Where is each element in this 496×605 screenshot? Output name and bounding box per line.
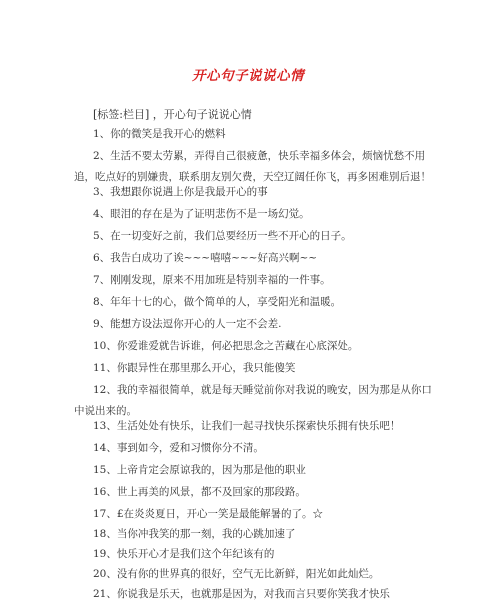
list-item: 19、快乐开心才是我们这个年纪该有的 — [93, 548, 275, 560]
list-item: 13、生活处处有快乐，让我们一起寻找快乐探索快乐拥有快乐吧！ — [93, 420, 401, 432]
list-item: 16、世上再美的风景，都不及回家的那段路。 — [93, 486, 306, 498]
list-item: 6、我告白成功了诶~~~嘻嘻~~~好高兴啊~~ — [93, 252, 318, 264]
list-item: 21、你说我是乐天，也就那是因为，对我而言只要你笑我才快乐 — [93, 588, 390, 600]
list-item: 7、刚刚发现，原来不用加班是特别幸福的一件事。 — [93, 274, 331, 286]
list-item: 20、没有你的世界真的很好，空气无比新鲜，阳光如此灿烂。 — [93, 568, 380, 580]
list-item: 4、眼泪的存在是为了证明悲伤不是一场幻觉。 — [93, 208, 310, 220]
list-item: 17、£在炎炎夏日，开心一笑是最能解暑的了。☆ — [93, 508, 324, 520]
list-item: 10、你爱谁爱就告诉谁，何必把思念之苦藏在心底深处。 — [93, 340, 359, 352]
tag-line: [标签:栏目] ，开心句子说说心情 — [93, 108, 252, 121]
list-item: 12、我的幸福很简单，就是每天睡觉前你对我说的晚安，因为那是从你口中说出来的。 — [74, 384, 432, 417]
list-item: 11、你跟异性在那里那么开心，我只能傻笑 — [93, 362, 296, 374]
list-item: 9、能想方设法逗你开心的人一定不会差. — [93, 318, 282, 330]
list-item: 15、上帝肯定会原谅我的，因为那是他的职业 — [93, 464, 306, 476]
list-item: 3、我想跟你说遇上你是我最开心的事 — [93, 186, 268, 198]
list-item: 1、你的微笑是我开心的燃料 — [93, 128, 226, 140]
list-item: 8、年年十七的心，做个简单的人，享受阳光和温暖。 — [93, 296, 342, 308]
list-item: 14、事到如今，爱和习惯你分不清。 — [93, 442, 264, 454]
document-title: 开心句子说说心情 — [192, 68, 304, 84]
list-item: 2、生活不要太劳累，弄得自己很疲惫，快乐幸福多体会，烦恼忧愁不用追，吃点好的别嫌贵，联系朋友别欠费，天空辽阔任你飞，再多困难别后退！ — [74, 150, 431, 183]
list-item: 18、当你冲我笑的那一刻，我的心跳加速了 — [93, 528, 296, 540]
list-item: 5、在一切变好之前，我们总要经历一些不开心的日子。 — [93, 230, 352, 242]
